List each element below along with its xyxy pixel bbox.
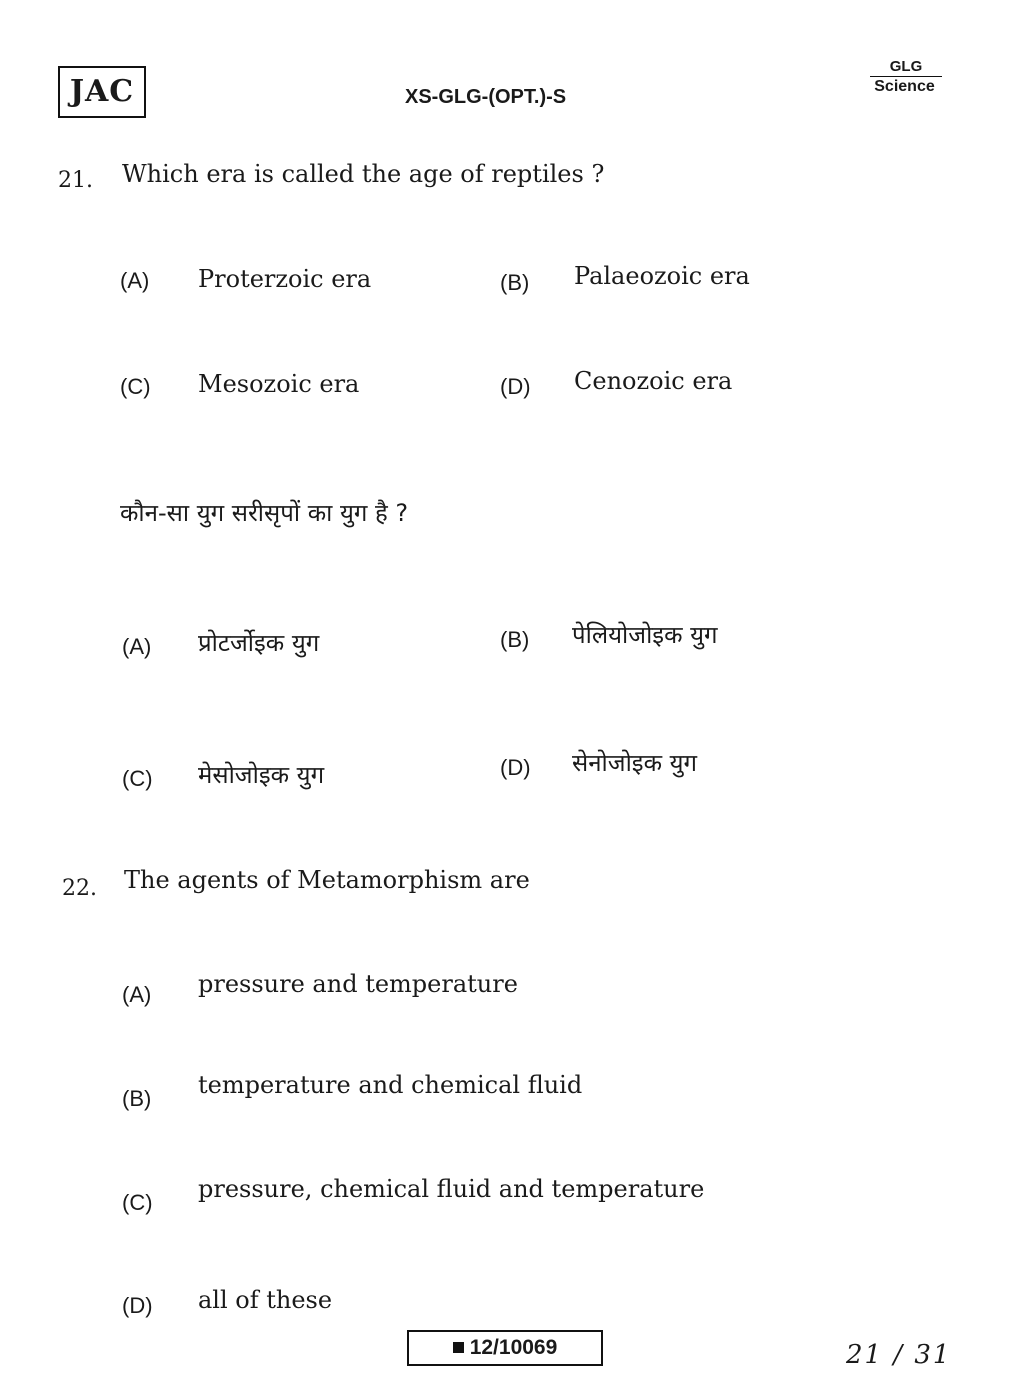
option-text: Proterzoic era (198, 265, 372, 293)
page-number: 21 / 31 (846, 1340, 952, 1370)
subject-name: Science (874, 78, 935, 95)
paper-code: XS-GLG-(OPT.)-S (405, 86, 567, 108)
option-label: (C) (122, 1190, 153, 1215)
option-label: (C) (120, 374, 151, 399)
option-label: (A) (122, 634, 152, 659)
serial-number: 12/10069 (469, 1336, 558, 1359)
option-label: (D) (500, 755, 531, 780)
option-label: (B) (500, 627, 530, 652)
option-label: (C) (122, 766, 153, 791)
option-text: Cenozoic era (574, 367, 733, 395)
square-bullet-icon (453, 1342, 464, 1353)
subject-code: GLG (870, 58, 942, 77)
question-text: The agents of Metamorphism are (124, 866, 530, 894)
question-text-hindi: कौन-सा युग सरीसृपों का युग है ? (120, 499, 409, 527)
option-text: temperature and chemical fluid (198, 1071, 583, 1099)
option-label: (A) (122, 982, 152, 1007)
option-label: (D) (122, 1293, 153, 1318)
option-text: all of these (198, 1286, 333, 1314)
option-text: pressure, chemical fluid and temperature (198, 1175, 705, 1203)
option-text-hindi: मेसोजोइक युग (198, 761, 325, 789)
serial-number-box (407, 1330, 603, 1366)
option-text: Mesozoic era (198, 370, 360, 398)
board-name: JAC (69, 74, 135, 109)
option-text-hindi: सेनोजोइक युग (572, 749, 698, 777)
option-text-hindi: पेलियोजोइक युग (572, 621, 718, 649)
option-label: (B) (122, 1086, 152, 1111)
question-number: 21. (58, 168, 93, 193)
option-label: (D) (500, 374, 531, 399)
option-text: Palaeozoic era (574, 262, 750, 290)
option-label: (B) (500, 270, 530, 295)
question-text: Which era is called the age of reptiles ? (122, 160, 605, 188)
question-number: 22. (62, 876, 97, 901)
board-logo-box (58, 66, 146, 118)
option-label: (A) (120, 268, 150, 293)
option-text: pressure and temperature (198, 970, 518, 998)
option-text-hindi: प्रोटर्जोइक युग (198, 629, 320, 657)
